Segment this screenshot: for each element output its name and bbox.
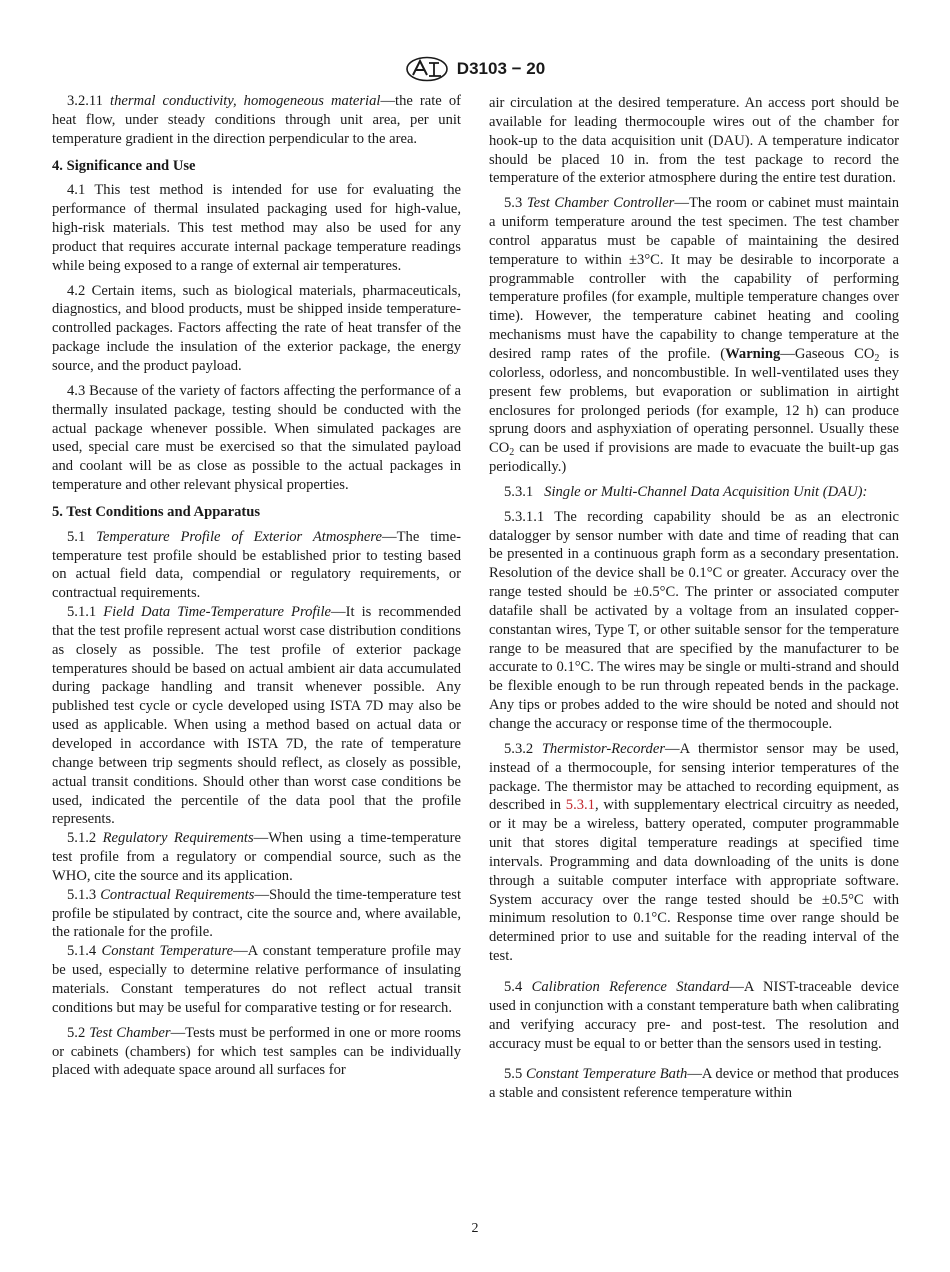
section-5-4 <box>489 978 899 1053</box>
section-number: 5.1.4 <box>67 943 97 960</box>
section-term: Regulatory Requirements <box>102 830 254 847</box>
section-5-1-1 <box>52 603 461 829</box>
section-number: 5.1.3 <box>67 886 97 903</box>
section-5-2 <box>52 1024 461 1081</box>
section-number: 5.1.1 <box>67 604 97 621</box>
page-header <box>0 56 950 82</box>
section-4-3: 4.3 Because of the variety of factors affecting the performance of a thermally insulated package, testing should be conducted with the actual package whenever possible. When simulated packages are used, special care must be exercised so that the simulated payload and coolant will be as close as possible to the actual packages in temperature and other relevant physical properties. <box>52 382 461 494</box>
section-5-1-4 <box>52 942 461 1017</box>
section-number: 5.4 <box>504 978 523 995</box>
subscript: 2 <box>874 352 880 364</box>
section-5-1-3 <box>52 886 461 943</box>
section-term: Thermistor-Recorder <box>541 740 666 757</box>
section-body: —It is recommended that the test profile represent actual worst case distribution conditions as closely as possible. The test profile of exterior package temperatures should be based on actual ambient air data accumulated during package handling and transit whenever possible. Any published test cycle or cycle developed using ISTA 7D may also be used as applicable. When using a method based on actual data or developed in accordance with ISTA 7D, the rate of temperature change between trip segments should reflect, as closely as possible, actual transit conditions. Should other than worst case conditions be used, indicated the percentile of the data pool that the profile represents. <box>52 604 461 828</box>
cross-reference-link[interactable]: 5.3.1 <box>565 797 595 814</box>
section-5-1 <box>52 528 461 603</box>
section-term: Contractual Requirements <box>100 886 255 903</box>
section-body: —A device or method that produces a stable and consistent reference temperature within <box>489 1066 899 1102</box>
section-heading-5: 5. Test Conditions and Apparatus <box>52 503 261 520</box>
section-5-3-1 <box>489 483 899 502</box>
section-term: Test Chamber Controller <box>526 195 675 212</box>
section-body: , with supplementary electrical circuitry as needed, or it may be a wireless, battery operated, computer programmable unit that stores digital temperature readings at specified time intervals. Programming and data downloading of the units is done through a suitable computer interface with appropriate software. System accuracy over the range tested should be ±0.5°C with minimum resolution to 0.1°C. Response time over range should be determined prior to use and suitable for the reading interval of the test. <box>489 797 899 965</box>
section-body: —A NIST-traceable device used in conjunction with a constant temperature bath when calibrating and verifying accuracy pre- and post-test. The resolution and accuracy must be equal to or better than the sensors used in testing. <box>489 978 899 1052</box>
section-term: Constant Temperature Bath <box>526 1066 688 1083</box>
section-heading-4: 4. Significance and Use <box>52 157 196 174</box>
section-number: 5.1.2 <box>67 830 97 847</box>
section-body: —Tests must be performed in one or more rooms or cabinets (chambers) for which test samples can be individually placed with adequate space around all surfaces for <box>52 1024 461 1079</box>
section-3-2-11 <box>52 92 461 149</box>
page-number: 2 <box>471 1221 479 1236</box>
section-number: 5.3.1 <box>504 483 534 500</box>
section-term: Test Chamber <box>89 1024 171 1041</box>
defined-term: thermal conductivity, homogeneous material <box>110 93 381 109</box>
section-number: 5.3.2 <box>504 740 534 757</box>
section-body: is colorless, odorless, and noncombustible. In well-ventilated uses they present few problems, but evaporation or sublimation in airtight enclosures for prolonged periods (for example, 12 h) can produce sprung doors and asphyxiation of operating personnel. Usually these CO <box>489 345 899 457</box>
section-body: —The time-temperature test profile should be established prior to testing based on actual field data, compendial or regulatory requirements, or contractual requirements. <box>52 528 461 602</box>
section-number: 5.1 <box>67 528 86 545</box>
section-4-1: 4.1 This test method is intended for use for evaluating the performance of thermal insulated packaging used for high-value, high-risk materials. This test method may also be used for any product that requires accurate internal package temperature readings while being exposed to a range of external air temperatures. <box>52 182 461 274</box>
section-5-2-continued: air circulation at the desired temperature. An access port should be available for leading thermocouple wires out of the chamber for hook-up to the data acquisition unit (DAU). A temperature indicator should be placed 10 in. from the test package to record the temperature of the exterior atmosphere during the entire test duration. <box>489 95 899 187</box>
astm-logo-icon <box>405 56 449 82</box>
left-column <box>52 92 461 1086</box>
section-5-5 <box>489 1065 899 1103</box>
subscript: 2 <box>509 447 515 459</box>
warning-label: Warning <box>725 345 781 362</box>
section-body: —the rate of heat flow, under steady conditions through unit area, per unit temperature gradient in the direction perpendicular to the area. <box>52 93 461 147</box>
section-body: —The room or cabinet must maintain a uniform temperature around the test specimen. The test chamber control apparatus must be capable of maintaining the desired temperature to within ±3°C. It may be desirable to incorporate a programmable controller with the capability of performing temperature profiles (for example, multiple temperature changes over time). However, the temperature cabinet heating and cooling mechanisms must have the capability to change temperature at the desired ramp rates of the profile. ( <box>489 195 900 362</box>
section-5-3 <box>489 194 899 477</box>
section-body: —A thermistor sensor may be used, instead of a thermocouple, for sensing interior temperatures of the package. The thermistor may be attached to recording equipment, as described in <box>489 740 899 814</box>
section-body: —Should the time-temperature test profile be stipulated by contract, cite the source and, where available, the rationale for the profile. <box>52 886 461 941</box>
section-body: —A constant temperature profile may be used, especially to determine relative performance of insulating materials. Constant temperatures do not reflect actual transit conditions but may be useful for comparative testing or for research. <box>52 943 462 1016</box>
right-column <box>489 94 899 1109</box>
section-5-3-1-1: 5.3.1.1 The recording capability should be as an electronic datalogger by sensor number with date and time of reading that can be presented in a continuous graph form as a secondary presentation. Resolution of the device shall be 0.1°C or greater. Accuracy over the range tested should be ±0.5°C. The printer or associated computer datafile shall be activated by a voltage from an insulated copper-constantan wires, Type T, or other suitable sensor for the temperature range to be measured that are specified by the manufacturer to be accurate to 0.1°C. The wires may be single or multi-strand and should be flexible enough to be run through repeated bends in the package. Any tips or probes added to the wire should be noted and should not change the accuracy or response time of the thermocouple. <box>489 508 899 732</box>
section-5-3-2 <box>489 740 899 966</box>
section-term: Single or Multi-Channel Data Acquisition Unit (DAU): <box>544 483 868 500</box>
section-number: 5.3 <box>504 195 523 212</box>
section-term: Temperature Profile of Exterior Atmosphere <box>96 528 383 545</box>
section-term: Calibration Reference Standard <box>531 978 730 995</box>
section-body: —When using a time-temperature test profile from a regulatory or compendial source, such as the WHO, cite the source and its application. <box>52 830 461 884</box>
section-body: —Gaseous CO <box>780 345 875 362</box>
section-number: 5.2 <box>67 1024 86 1041</box>
section-term: Constant Temperature <box>101 943 234 960</box>
document-designation: D3103 − 20 <box>456 59 546 78</box>
section-4-2: 4.2 Certain items, such as biological materials, pharmaceuticals, diagnostics, and blood products, must be shipped inside temperature-controlled packages. Factors affecting the rate of heat transfer of the package include the insulation of the exterior package, the energy source, and the product payload. <box>52 282 461 374</box>
section-number: 5.5 <box>504 1066 523 1083</box>
section-body: can be used if provisions are made to evacuate the built-up gas periodically.) <box>489 440 899 476</box>
section-term: Field Data Time-Temperature Profile <box>103 604 332 621</box>
section-number: 3.2.11 <box>67 93 103 109</box>
section-5-1-2 <box>52 829 461 886</box>
